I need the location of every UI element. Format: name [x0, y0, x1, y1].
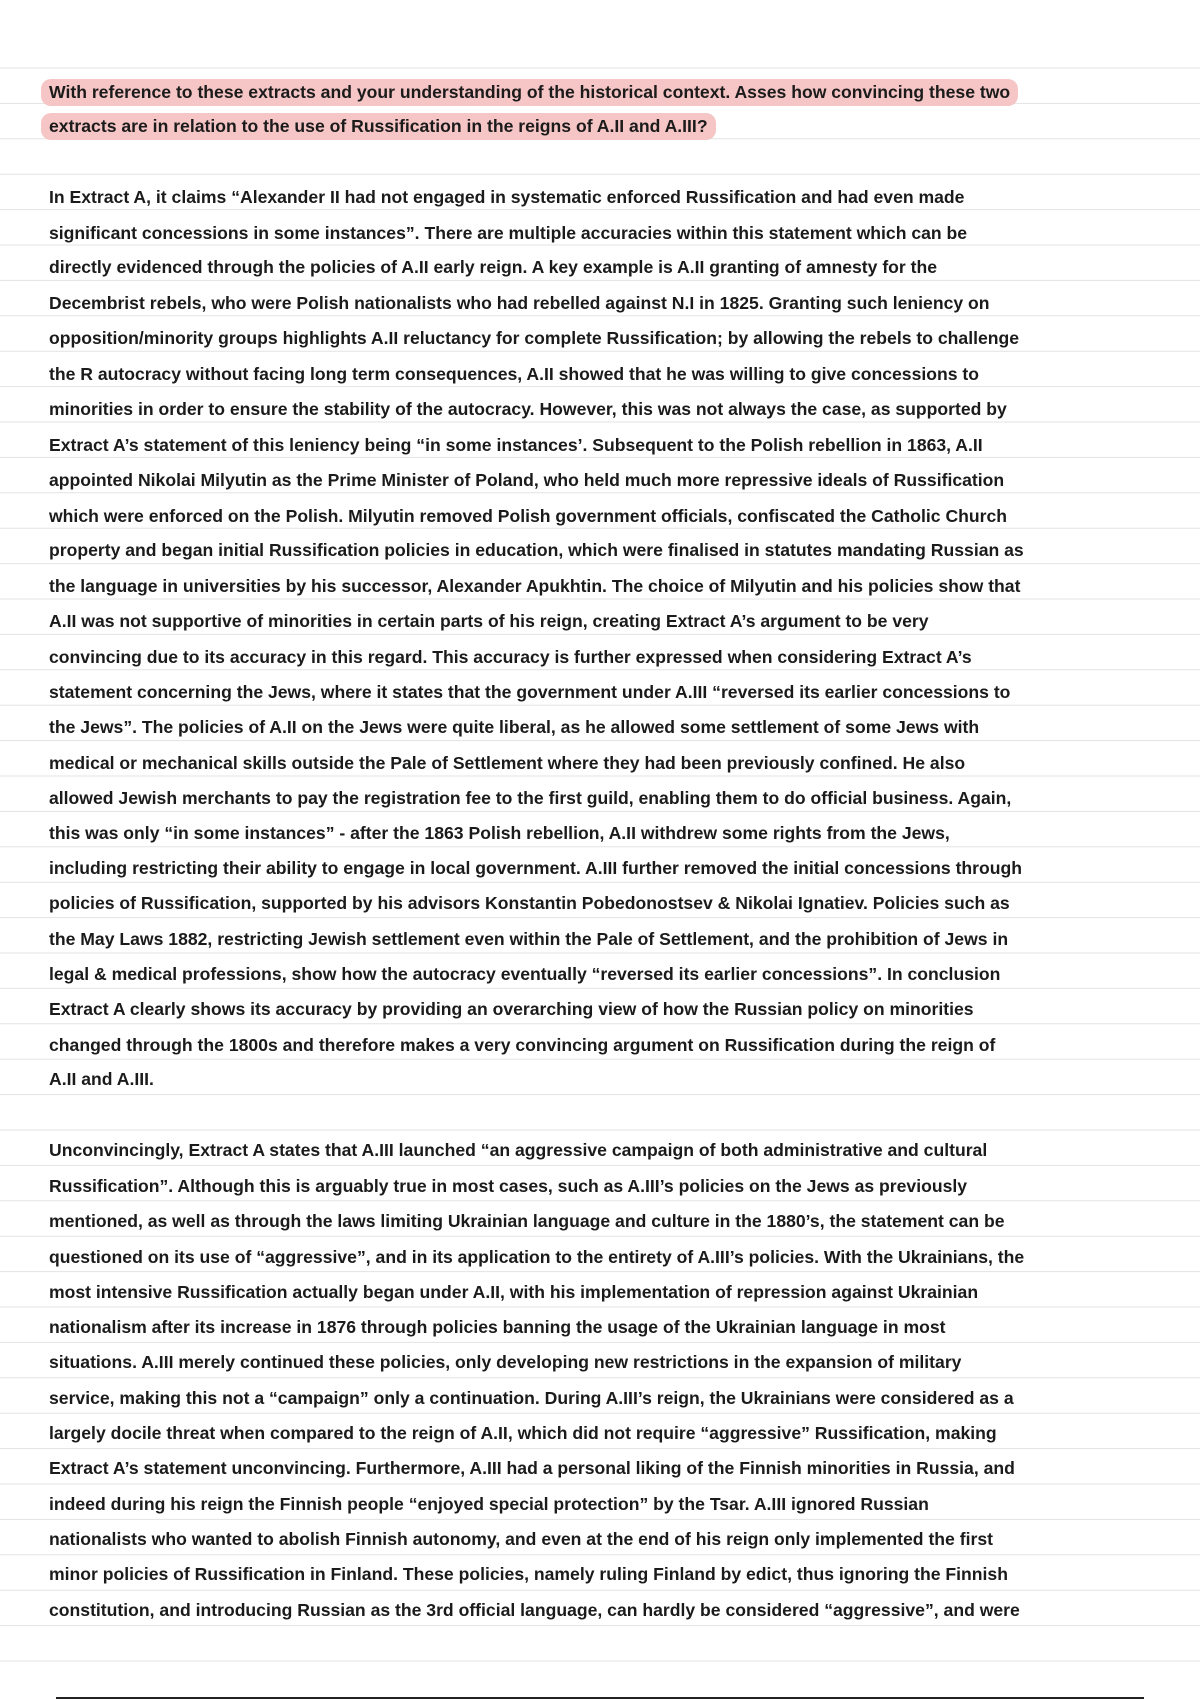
- paragraph-1-line: opposition/minority groups highlights A.II reluctancy for complete Russification; by allowing the rebels to challenge: [49, 328, 1020, 348]
- paragraph-2-line: questioned on its use of “aggressive”, and in its application to the entirety of A.III’s policies. With the Ukrainians, the: [49, 1247, 1025, 1267]
- paragraph-2-line: Unconvincingly, Extract A states that A.III launched “an aggressive campaign of both administrative and cultural: [49, 1140, 988, 1160]
- paragraph-1-line: A.II was not supportive of minorities in certain parts of his reign, creating Extract A’s argument to be very: [49, 611, 929, 631]
- paragraph-1-line: legal & medical professions, show how the autocracy eventually “reversed its earlier concessions”. In conclusion: [49, 964, 1001, 984]
- paragraph-1-line: policies of Russification, supported by his advisors Konstantin Pobedonostsev & Nikolai Ignatiev. Policies such as: [49, 893, 1010, 913]
- paragraph-2-line: service, making this not a “campaign” only a continuation. During A.III’s reign, the Ukrainians were considered as a: [49, 1388, 1014, 1408]
- paragraph-1-line: statement concerning the Jews, where it states that the government under A.III “reversed its earlier concessions to: [49, 682, 1011, 702]
- paragraph-2-line: most intensive Russification actually began under A.II, with his implementation of repression against Ukrainian: [49, 1282, 979, 1302]
- paragraph-2-line: indeed during his reign the Finnish people “enjoyed special protection” by the Tsar. A.III ignored Russian: [49, 1494, 929, 1514]
- paragraph-1-line: In Extract A, it claims “Alexander II had not engaged in systematic enforced Russification and had even made: [49, 187, 965, 207]
- bottom-divider: [56, 1697, 1144, 1699]
- paragraph-1-line: the R autocracy without facing long term consequences, A.II showed that he was willing to give concessions to: [49, 364, 980, 384]
- paragraph-2-line: nationalists who wanted to abolish Finnish autonomy, and even at the end of his reign only implemented the first: [49, 1529, 993, 1549]
- paragraph-1-line: including restricting their ability to engage in local government. A.III further removed the initial concessions through: [49, 858, 1023, 878]
- paragraph-1-line: this was only “in some instances” - after the 1863 Polish rebellion, A.II withdrew some rights from the Jews,: [49, 823, 950, 843]
- paragraph-1-line: convincing due to its accuracy in this regard. This accuracy is further expressed when considering Extract A’s: [49, 647, 972, 667]
- paragraph-1-line: the language in universities by his successor, Alexander Apukhtin. The choice of Milyutin and his policies show that: [49, 576, 1021, 596]
- paragraph-2-line: situations. A.III merely continued these policies, only developing new restrictions in the expansion of military: [49, 1352, 962, 1372]
- paragraph-1-line: significant concessions in some instances”. There are multiple accuracies within this statement which can be: [49, 223, 968, 243]
- paragraph-1-line: allowed Jewish merchants to pay the registration fee to the first guild, enabling them to do official business. Again,: [49, 788, 1012, 808]
- paragraph-2-line: nationalism after its increase in 1876 through policies banning the usage of the Ukrainian language in most: [49, 1317, 946, 1337]
- paragraph-2-line: largely docile threat when compared to the reign of A.II, which did not require “aggressive” Russification, making: [49, 1423, 997, 1443]
- paragraph-1-line: property and began initial Russification policies in education, which were finalised in statutes mandating Russian as: [49, 540, 1024, 560]
- paragraph-1-line: appointed Nikolai Milyutin as the Prime Minister of Poland, who held much more repressive ideals of Russification: [49, 470, 1005, 490]
- paragraph-1-line: medical or mechanical skills outside the Pale of Settlement where they had been previously confined. He also: [49, 753, 966, 773]
- paragraph-2-line: constitution, and introducing Russian as the 3rd official language, can hardly be considered “aggressive”, and were: [49, 1600, 1020, 1620]
- paragraph-2-line: mentioned, as well as through the laws limiting Ukrainian language and culture in the 1880’s, the statement can be: [49, 1211, 1005, 1231]
- paragraph-2-line: Extract A’s statement unconvincing. Furthermore, A.III had a personal liking of the Finnish minorities in Russia, and: [49, 1458, 1015, 1478]
- paragraph-2-line: Russification”. Although this is arguably true in most cases, such as A.III’s policies on the Jews as previously: [49, 1176, 968, 1196]
- paragraph-1-line: changed through the 1800s and therefore makes a very convincing argument on Russification during the reign of: [49, 1035, 996, 1055]
- paragraph-1-line: Extract A’s statement of this leniency being “in some instances’. Subsequent to the Polish rebellion in 1863, A.II: [49, 435, 983, 455]
- paragraph-1-line: Decembrist rebels, who were Polish nationalists who had rebelled against N.I in 1825. Granting such leniency on: [49, 293, 990, 313]
- paragraph-1-line: the Jews”. The policies of A.II on the Jews were quite liberal, as he allowed some settlement of some Jews with: [49, 717, 980, 737]
- paragraph-1-line: A.II and A.III.: [49, 1069, 154, 1089]
- paragraph-1-line: the May Laws 1882, restricting Jewish settlement even within the Pale of Settlement, and the prohibition of Jews in: [49, 929, 1009, 949]
- question-line: extracts are in relation to the use of Russification in the reigns of A.II and A.III?: [49, 109, 1169, 144]
- paragraph-2-line: minor policies of Russification in Finland. These policies, namely ruling Finland by edict, thus ignoring the Finnish: [49, 1564, 1008, 1584]
- paragraph-1-line: which were enforced on the Polish. Milyutin removed Polish government officials, confiscated the Catholic Church: [49, 506, 1008, 526]
- paragraph-1-line: Extract A clearly shows its accuracy by providing an overarching view of how the Russian policy on minorities: [49, 999, 974, 1019]
- question-line: With reference to these extracts and your understanding of the historical context. Asses how convincing these two: [49, 75, 1169, 110]
- paragraph-1-line: minorities in order to ensure the stability of the autocracy. However, this was not always the case, as supported by: [49, 399, 1007, 419]
- paragraph-1-line: directly evidenced through the policies of A.II early reign. A key example is A.II granting of amnesty for the: [49, 257, 938, 277]
